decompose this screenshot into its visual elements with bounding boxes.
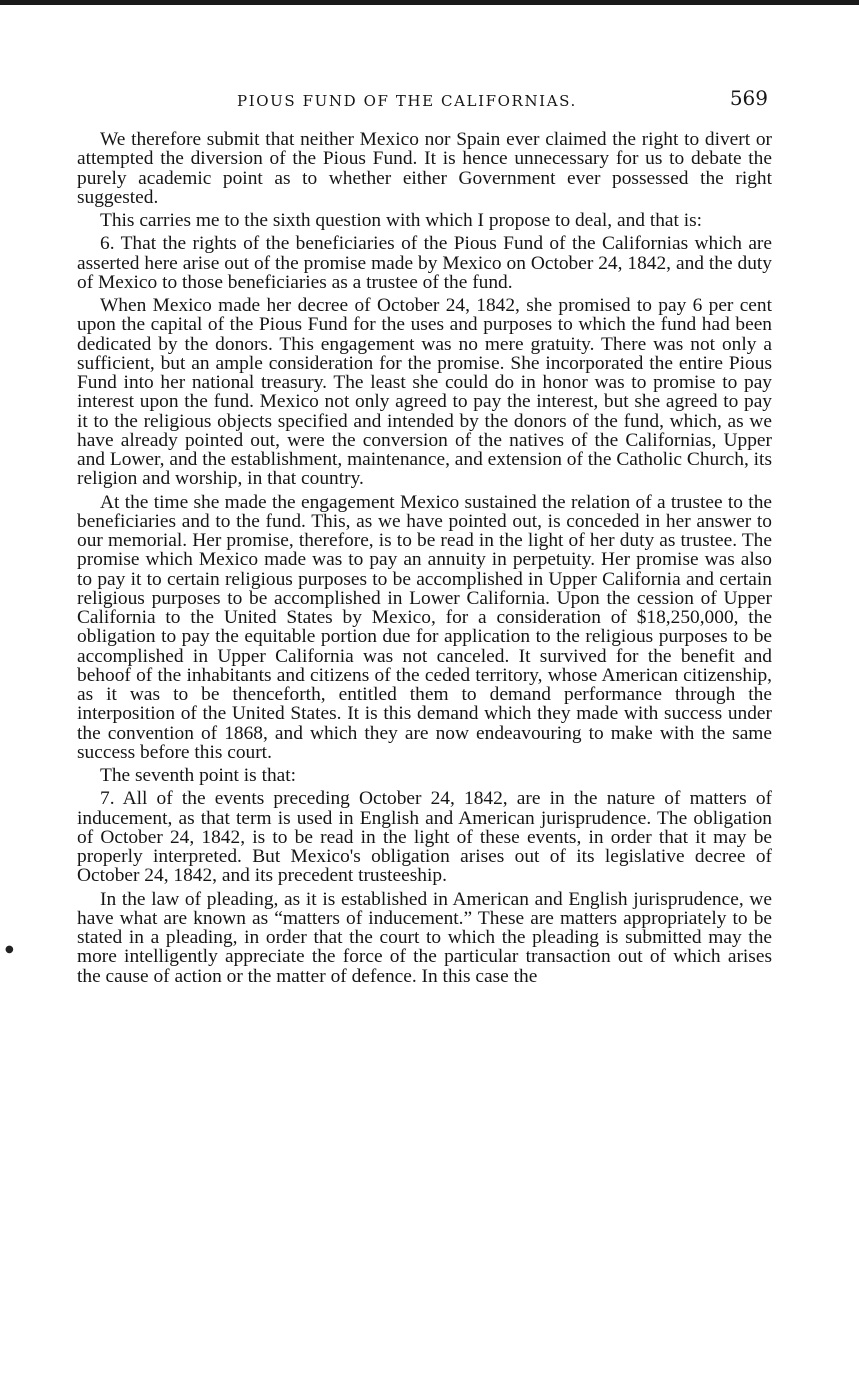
page-number: 569: [729, 86, 768, 110]
page-top-edge: [0, 0, 859, 5]
paragraph-point-six: 6. That the rights of the beneficiaries of the Pious Fund of the Californias which are asserted here arise out of the promise made by Mexico on October 24, 1842, and the duty of Mexico to those beneficiaries as a trustee of the fund.: [77, 233, 772, 293]
paragraph-decree-promise: When Mexico made her decree of October 24, 1842, she promised to pay 6 per cent upon the capital of the Pious Fund for the uses and purposes to which the fund had been dedicated by the donors. This engagement was no mere gratuity. There was not only a sufficient, but an ample consideration for the promise. She incorporated the entire Pious Fund into her national treasury. The least she could do in honor was to promise to pay interest upon the fund. Mexico not only agreed to pay the interest, but she agreed to pay it to the religious objects specified and intended by the donors of the fund, which, as we have already pointed out, were the conversion of the natives of the Californias, Upper and Lower, and the establishment, maintenance, and extension of the Catholic Church, its religion and worship, in that country.: [77, 295, 772, 490]
paragraph-diversion-claim: We therefore submit that neither Mexico nor Spain ever claimed the right to divert or attempted the diversion of the Pious Fund. It is hence unnecessary for us to debate the purely academic point as to whether either Government ever possessed the right suggested.: [77, 129, 772, 208]
paragraph-matters-of-inducement: In the law of pleading, as it is established in American and English jurisprudence, we have what are known as “matters of inducement.” These are matters appropriately to be stated in a pleading, in order that the court to which the pleading is submitted may the more intelligently appreciate the force of the particular transaction out of which arises the cause of action or the matter of defence. In this case the: [77, 888, 772, 987]
paragraph-seventh-point-intro: The seventh point is that:: [100, 765, 297, 786]
body-text: [77, 130, 772, 986]
running-title: PIOUS FUND OF THE CALIFORNIAS.: [237, 92, 577, 110]
document-page: [77, 86, 772, 990]
margin-ink-mark: ●: [5, 944, 14, 955]
running-head: [77, 86, 772, 118]
paragraph-sixth-question-intro: This carries me to the sixth question with which I propose to deal, and that is:: [100, 210, 703, 231]
paragraph-trustee-relation: At the time she made the engagement Mexico sustained the relation of a trustee to the beneficiaries and to the fund. This, as we have pointed out, is conceded in her answer to our memorial. Her promise, therefore, is to be read in the light of her duty as trustee. The promise which Mexico made was to pay an annuity in perpetuity. Her promise was also to pay it to certain religious purposes to be accomplished in Upper California and certain religious purposes to be accomplished in Lower California. Upon the cession of Upper California to the United States by Mexico, for a consideration of $18,250,000, the obligation to pay the equitable portion due for application to the religious purposes to be accomplished in Upper California was not canceled. It survived for the benefit and behoof of the inhabitants and citizens of the ceded territory, whose American citizenship, as it was to be thenceforth, entitled them to demand performance through the interposition of the United States. It is this demand which they made with success under the convention of 1868, and which they are now endeavouring to make with the same success before this court.: [77, 491, 772, 763]
paragraph-point-seven: 7. All of the events preceding October 24, 1842, are in the nature of matters of inducement, as that term is used in English and American jurisprudence. The obligation of October 24, 1842, is to be read in the light of these events, in order that it may be properly interpreted. But Mexico's obligation arises out of its legislative decree of October 24, 1842, and its precedent trusteeship.: [77, 788, 772, 887]
